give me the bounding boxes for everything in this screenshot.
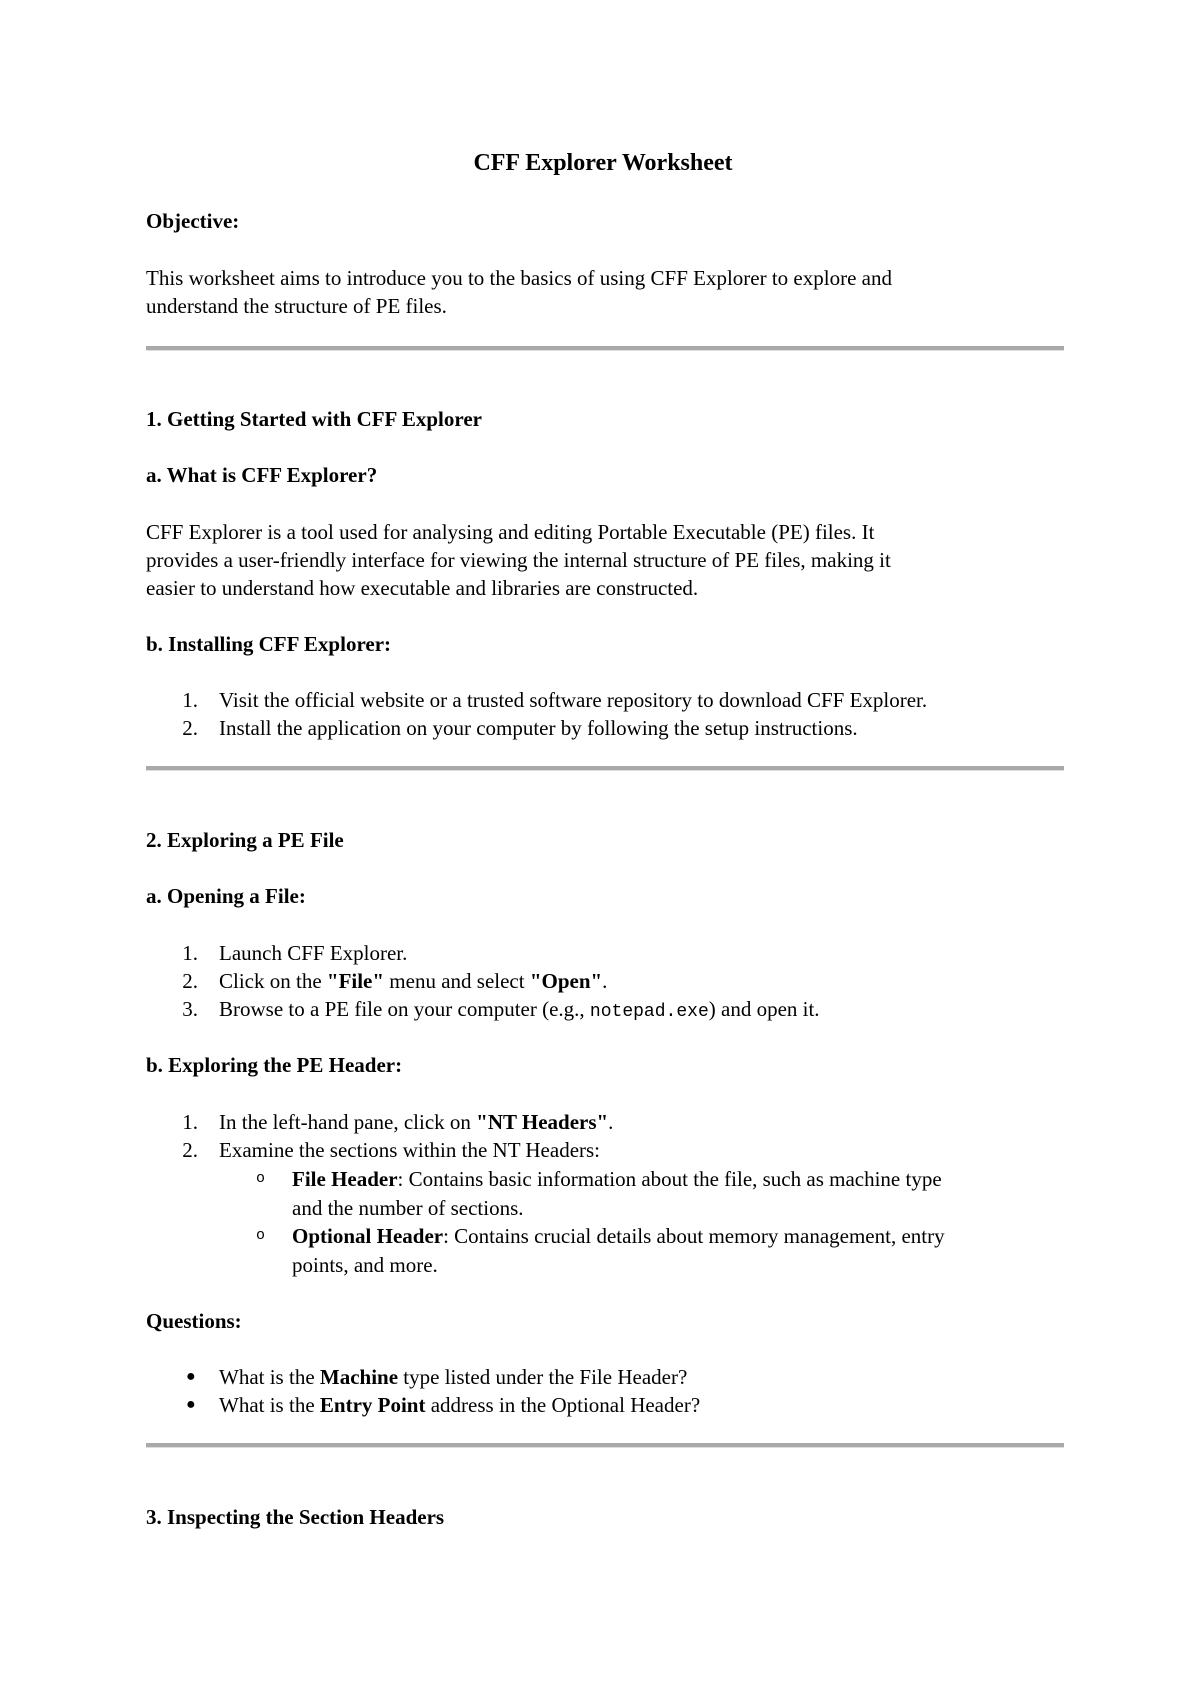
list-item: [219, 995, 820, 1026]
question-item: [219, 1391, 700, 1419]
page-title: CFF Explorer Worksheet: [473, 150, 733, 176]
list-item: [219, 1108, 613, 1136]
section-1a-line-3: easier to understand how executable and libraries are constructed.: [146, 576, 699, 600]
section-2b-heading: b. Exploring the PE Header:: [146, 1053, 403, 1077]
bullet-icon: ●: [186, 1368, 196, 1385]
menu-name-open: "Open": [529, 969, 603, 993]
text-segment: menu and select: [384, 969, 530, 993]
list-item: Examine the sections within the NT Headers:: [219, 1138, 601, 1162]
text-segment: .: [602, 969, 608, 993]
optional-header-term: Optional Header: [292, 1224, 444, 1248]
horizontal-divider-3: [146, 1443, 1064, 1448]
code-filename: notepad.exe: [589, 1002, 709, 1022]
horizontal-divider-2: [146, 766, 1064, 771]
sub-list-item: [292, 1165, 942, 1193]
horizontal-divider-1: [146, 346, 1064, 351]
list-number: 1.: [182, 1110, 198, 1134]
sub-list-item-continuation: points, and more.: [292, 1253, 438, 1277]
text-segment: : Contains basic information about the file, such as machine type: [397, 1167, 942, 1191]
objective-line-2: understand the structure of PE files.: [146, 294, 447, 318]
nt-headers-label: "NT Headers": [476, 1110, 609, 1134]
text-segment: ) and open it.: [708, 997, 820, 1021]
text-segment: What is the: [219, 1365, 320, 1389]
list-number: 1.: [182, 941, 198, 965]
entry-point-term: Entry Point: [319, 1393, 426, 1417]
question-item: [219, 1363, 687, 1391]
menu-name-file: "File": [326, 969, 385, 993]
text-segment: type listed under the File Header?: [398, 1365, 688, 1389]
text-segment: : Contains crucial details about memory management, entry: [443, 1224, 945, 1248]
text-segment: What is the: [219, 1393, 320, 1417]
section-1a-line-1: CFF Explorer is a tool used for analysing and editing Portable Executable (PE) files. It: [146, 520, 875, 544]
section-1b-heading: b. Installing CFF Explorer:: [146, 632, 392, 656]
list-number: 2.: [182, 1138, 198, 1162]
list-item: Install the application on your computer by following the setup instructions.: [219, 716, 858, 740]
text-segment: address in the Optional Header?: [425, 1393, 701, 1417]
questions-heading: Questions:: [146, 1309, 242, 1333]
list-number: 3.: [182, 997, 198, 1021]
text-segment: In the left-hand pane, click on: [219, 1110, 477, 1134]
section-1-heading: 1. Getting Started with CFF Explorer: [146, 407, 482, 431]
sub-bullet-marker: o: [256, 1170, 266, 1187]
section-1a-heading: a. What is CFF Explorer?: [146, 463, 378, 487]
objective-line-1: This worksheet aims to introduce you to the basics of using CFF Explorer to explore and: [146, 266, 892, 290]
list-number: 1.: [182, 688, 198, 712]
section-1a-line-2: provides a user-friendly interface for viewing the internal structure of PE files, making it: [146, 548, 891, 572]
section-3-heading: 3. Inspecting the Section Headers: [146, 1505, 445, 1529]
section-2a-heading: a. Opening a File:: [146, 884, 306, 908]
bullet-icon: ●: [186, 1396, 196, 1413]
list-number: 2.: [182, 716, 198, 740]
list-item: Visit the official website or a trusted software repository to download CFF Explorer.: [219, 688, 928, 712]
sub-list-item: [292, 1222, 945, 1250]
text-segment: Browse to a PE file on your computer (e.g.,: [219, 997, 590, 1021]
objective-heading: Objective:: [146, 209, 240, 233]
sub-list-item-continuation: and the number of sections.: [292, 1196, 524, 1220]
machine-term: Machine: [319, 1365, 399, 1389]
file-header-term: File Header: [292, 1167, 398, 1191]
list-number: 2.: [182, 969, 198, 993]
section-2-heading: 2. Exploring a PE File: [146, 828, 344, 852]
text-segment: Click on the: [219, 969, 327, 993]
list-item: Launch CFF Explorer.: [219, 941, 408, 965]
list-item: [219, 967, 607, 995]
sub-bullet-marker: o: [256, 1227, 266, 1244]
text-segment: .: [608, 1110, 614, 1134]
